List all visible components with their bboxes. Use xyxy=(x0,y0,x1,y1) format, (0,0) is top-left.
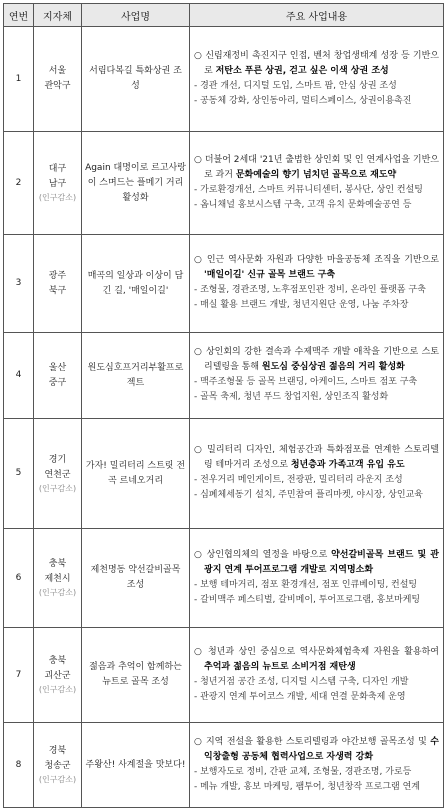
header-no: 연번 xyxy=(4,4,34,27)
project-table xyxy=(3,3,444,808)
detail-line: - 골목 축제, 청년 푸드 창업지원, 상인조직 활성화 xyxy=(194,392,389,402)
bullet-bold-text: 추억과 젊음의 뉴트로 소비거점 재탄생 xyxy=(204,661,356,672)
bullet-text: 상인협의체의 열정을 바탕으로 xyxy=(206,549,332,560)
table-row xyxy=(4,419,444,529)
bullet-icon: ○ xyxy=(194,255,207,265)
project-name: 매곡의 일상과 이상이 담긴 길, '매일이길' xyxy=(87,270,184,296)
content-cell xyxy=(190,132,444,235)
region-subtag: (인구감소) xyxy=(38,193,77,202)
row-number: 2 xyxy=(4,132,34,235)
project-name: 젊음과 추억이 함께하는 뉴트로 골목 조성 xyxy=(89,662,182,687)
main-bullet xyxy=(194,253,439,283)
project-name: 주왕산! 사계절을 맛보다! xyxy=(85,759,186,770)
project-name: Again 대명이로 르고사랑이 스며드는 플메기 거리 활성화 xyxy=(85,162,186,203)
region-line: 광주 xyxy=(48,270,67,281)
bullet-bold-text: 문화예술의 향기 넘치던 골목으로 재도약 xyxy=(235,169,397,180)
region-line: 제천시 xyxy=(44,574,71,584)
project-name: 원도심호프거리부활프로젝트 xyxy=(87,362,184,388)
project-name-cell xyxy=(82,27,190,132)
bullet-bold-text: 청년층과 가족고객 유입 유도 xyxy=(290,460,405,470)
region-cell xyxy=(34,419,82,529)
row-number: 3 xyxy=(4,235,34,333)
project-name: 서림다복길 특화상권 조성 xyxy=(89,66,182,91)
region-cell xyxy=(34,333,82,419)
project-name-cell xyxy=(82,628,190,723)
table-row xyxy=(4,132,444,235)
content-cell xyxy=(190,235,444,333)
detail-line: - 메뉴 개발, 홍보 마케팅, 팸투어, 청년창작 프로그램 연계 xyxy=(194,781,420,792)
region-line: 관악구 xyxy=(44,81,71,91)
region-line: 청송군 xyxy=(44,761,71,771)
region-line: 중구 xyxy=(48,377,67,388)
bullet-text: 더불어 2세대 '21년 출범한 상인회 및 인 연계사업을 기반으로 과거 xyxy=(204,154,439,180)
bullet-text: 지역 전설을 활용한 스토리텔링과 야간보행 골목조성 및 xyxy=(205,736,431,747)
region-line: 서울 xyxy=(48,66,67,76)
main-bullet xyxy=(194,153,439,183)
content-cell xyxy=(190,529,444,628)
region-subtag: (인구감소) xyxy=(38,588,77,597)
region-line: 경북 xyxy=(48,746,67,756)
header-region: 지자체 xyxy=(34,4,82,27)
detail-line: - 맥주조형물 등 골목 브랜딩, 아케이드, 스마트 점포 구축 xyxy=(194,377,418,387)
detail-line: - 전우거리 메인게이트, 전광판, 밀리터리 라운지 조성 xyxy=(194,475,403,485)
bullet-bold-text: '매일이길' 신규 골목 브랜드 구축 xyxy=(204,270,336,280)
row-number: 8 xyxy=(4,723,34,808)
detail-line: - 매실 활용 브랜드 개발, 청년지원단 운영, 나눔 주차장 xyxy=(194,300,409,310)
detail-line: - 보행 테마거리, 점포 환경개선, 점포 인큐베이팅, 컨설팅 xyxy=(194,579,418,590)
bullet-icon: ○ xyxy=(194,347,206,357)
main-bullet xyxy=(194,345,439,375)
region-line: 충북 xyxy=(48,559,67,569)
bullet-icon: ○ xyxy=(194,445,208,455)
content-cell xyxy=(190,723,444,808)
region-line: 대구 xyxy=(48,164,67,174)
region-subtag: (인구감소) xyxy=(38,685,77,694)
detail-line: - 심폐체세동기 설치, 주민참여 플리마켓, 야시장, 상인교육 xyxy=(194,490,423,500)
table-row xyxy=(4,333,444,419)
project-name-cell xyxy=(82,723,190,808)
main-bullet xyxy=(194,443,439,473)
region-line: 연천군 xyxy=(44,469,71,480)
row-number: 4 xyxy=(4,333,34,419)
row-number: 6 xyxy=(4,529,34,628)
row-number: 7 xyxy=(4,628,34,723)
region-cell xyxy=(34,132,82,235)
region-cell xyxy=(34,723,82,808)
bullet-text: 밀리터리 디자인, 체험공간과 특화점포를 연계한 스토리텔링 테마거리 조성으로 xyxy=(204,445,440,470)
bullet-icon: ○ xyxy=(194,646,208,657)
table-row xyxy=(4,628,444,723)
main-bullet xyxy=(194,548,439,578)
table-row xyxy=(4,723,444,808)
detail-line: - 보행자도로 정비, 간판 교체, 조형물, 경관조명, 가로등 xyxy=(194,766,412,777)
content-cell xyxy=(190,628,444,723)
content-cell xyxy=(190,419,444,529)
detail-line: - 옴니채널 홍보시스템 구축, 고객 유치 문화예술공연 등 xyxy=(194,199,412,210)
detail-line: - 갈비맥주 페스티벌, 갈비메이, 투어프로그램, 홍보마케팅 xyxy=(194,594,421,605)
bullet-icon: ○ xyxy=(194,736,206,747)
region-cell xyxy=(34,628,82,723)
bullet-icon: ○ xyxy=(194,549,207,560)
bullet-bold-text: 원도심 중심상권 젊음의 거리 활성화 xyxy=(261,362,405,372)
table-row xyxy=(4,27,444,132)
detail-line: - 공동체 강화, 상인동아리, 멀티스페이스, 상권이용촉진 xyxy=(194,95,412,106)
region-line: 울산 xyxy=(48,362,67,373)
region-subtag: (인구감소) xyxy=(38,775,77,784)
region-cell xyxy=(34,529,82,628)
detail-line: - 청년거점 공간 조성, 디지털 시스템 구축, 디자인 개발 xyxy=(194,676,409,687)
bullet-bold-text: 저탄소 푸른 상권, 걷고 싶은 이색 상권 조성 xyxy=(215,65,389,76)
table-body xyxy=(4,27,444,808)
region-line: 북구 xyxy=(48,285,67,296)
detail-line: - 경관 개선, 디지털 도입, 스마트 팜, 안심 상권 조성 xyxy=(194,80,397,91)
project-name-cell xyxy=(82,132,190,235)
row-number: 5 xyxy=(4,419,34,529)
header-content: 주요 사업내용 xyxy=(190,4,444,27)
bullet-bold-text: 약선갈비골목 브랜드 및 관광지 연계 투어프로그램 개발로 지역명소화 xyxy=(204,549,439,575)
region-cell xyxy=(34,27,82,132)
content-cell xyxy=(190,27,444,132)
table-row xyxy=(4,235,444,333)
main-bullet xyxy=(194,49,439,79)
table-header-row xyxy=(4,4,444,27)
bullet-text: 상인회의 강한 결속과 수제맥주 개발 애착을 기반으로 스토리텔링을 통해 xyxy=(204,347,440,372)
project-name: 가자! 밀리터리 스트릿 전곡 르네오거리 xyxy=(85,460,186,486)
main-bullet xyxy=(194,735,439,765)
bullet-text: 인근 역사문화 자원과 다양한 마을공동체 조직을 기반으로 xyxy=(206,255,439,265)
main-bullet xyxy=(194,645,439,675)
bullet-icon: ○ xyxy=(194,50,206,61)
region-subtag: (인구감소) xyxy=(38,483,77,493)
region-line: 괴산군 xyxy=(44,671,71,681)
region-line: 남구 xyxy=(48,179,67,189)
row-number: 1 xyxy=(4,27,34,132)
bullet-text: 청년과 상인 중심으로 역사문화체험축제 자원을 활용하여 xyxy=(207,646,439,657)
content-cell xyxy=(190,333,444,419)
project-name-cell xyxy=(82,529,190,628)
detail-line: - 조형물, 경관조명, 노후점포인관 정비, 온라인 플랫폼 구축 xyxy=(194,285,426,295)
project-name-cell xyxy=(82,419,190,529)
bullet-text: 신림재정비 촉진지구 인접, 벤처 창업생태계 성장 등 기반으로 xyxy=(204,50,439,76)
header-project-name: 사업명 xyxy=(82,4,190,27)
bullet-bold-text: 수익창출형 공동체 협력사업으로 자생력 강화 xyxy=(204,736,439,762)
region-line: 충북 xyxy=(48,656,67,666)
project-name-cell xyxy=(82,235,190,333)
table-row xyxy=(4,529,444,628)
project-name-cell xyxy=(82,333,190,419)
project-name: 제천명동 약선갈비골목 조성 xyxy=(90,565,181,590)
region-cell xyxy=(34,235,82,333)
detail-line: - 가로환경개선, 스마트 커뮤니티센터, 봉사단, 상인 컨설팅 xyxy=(194,184,423,195)
region-line: 경기 xyxy=(48,454,67,465)
detail-line: - 관광지 연계 투어코스 개발, 세대 연결 문화축제 운영 xyxy=(194,691,406,702)
bullet-icon: ○ xyxy=(194,154,205,165)
